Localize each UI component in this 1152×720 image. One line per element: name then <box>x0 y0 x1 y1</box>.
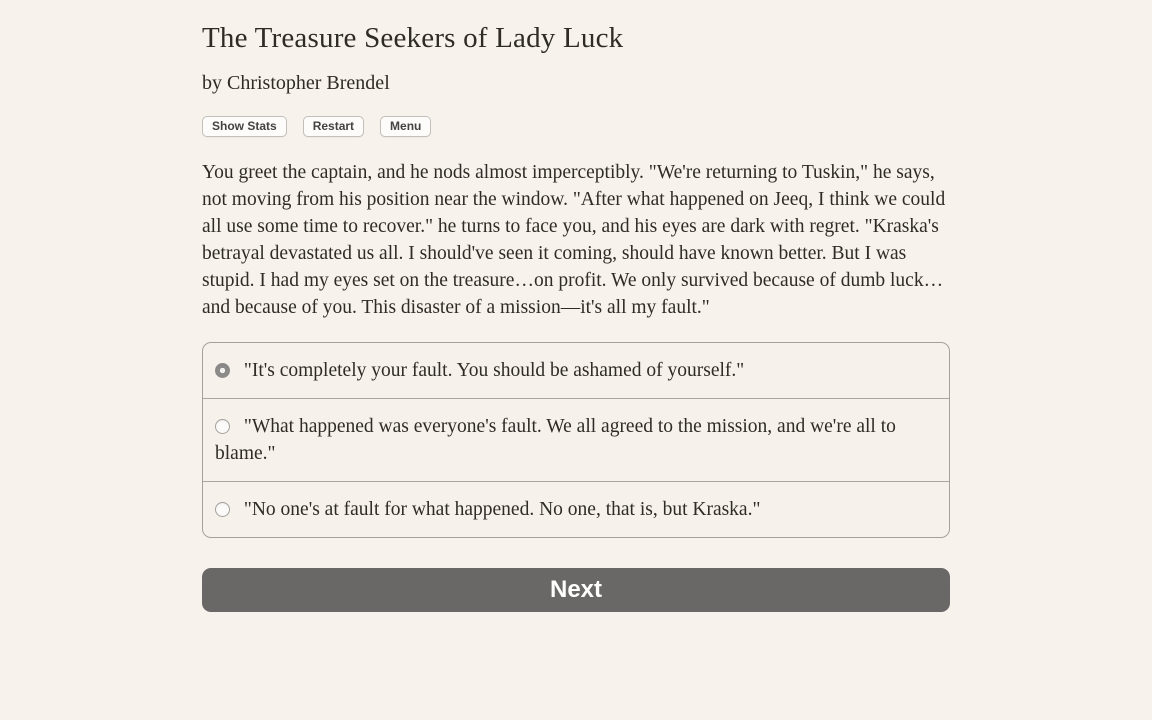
choice-option[interactable] <box>203 481 949 537</box>
choice-option[interactable] <box>203 398 949 481</box>
choice-option[interactable] <box>203 343 949 398</box>
menu-button[interactable]: Menu <box>380 116 431 137</box>
page-title: The Treasure Seekers of Lady Luck <box>202 22 624 54</box>
toolbar <box>202 116 950 137</box>
choice-label: "It's completely your fault. You should be ashamed of yourself." <box>243 360 745 381</box>
choice-radio[interactable] <box>215 502 230 517</box>
choice-label: "What happened was everyone's fault. We all agreed to the mission, and we're all to blame." <box>215 416 896 464</box>
choice-label: "No one's at fault for what happened. No one, that is, but Kraska." <box>243 499 761 520</box>
choice-radio[interactable] <box>215 363 230 378</box>
choice-radio[interactable] <box>215 419 230 434</box>
restart-button[interactable]: Restart <box>303 116 364 137</box>
story-text: You greet the captain, and he nods almost imperceptibly. "We're returning to Tuskin," he says, not moving from his position near the window. "After what happened on Jeeq, I think we could all use some time to recover." he turns to face you, and his eyes are dark with regret. "Kraska's betrayal devastated us all. I should've seen it coming, should have known better. But I was stupid. I had my eyes set on the treasure…on profit. We only survived because of dumb luck…and because of you. This disaster of a mission—it's all my fault." <box>202 162 946 318</box>
choice-group <box>202 342 950 538</box>
show-stats-button[interactable]: Show Stats <box>202 116 287 137</box>
game-page <box>202 0 950 612</box>
next-button[interactable]: Next <box>202 568 950 612</box>
author-byline: by Christopher Brendel <box>202 72 390 94</box>
